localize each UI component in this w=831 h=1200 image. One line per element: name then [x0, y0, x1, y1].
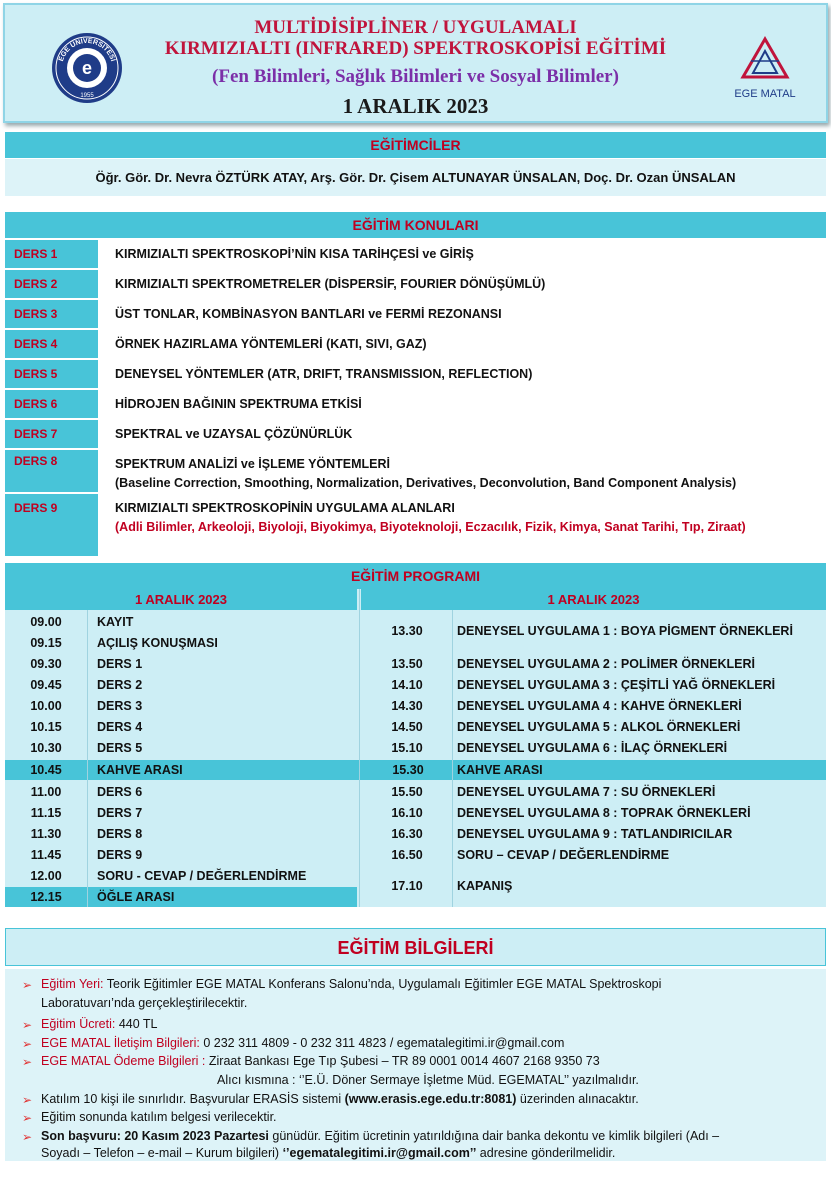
schedule-row: 14.30 DENEYSEL UYGULAMA 4 : KAHVE ÖRNEKLERİ [391, 699, 742, 713]
ege-matal-logo [731, 31, 799, 105]
info-title: EĞİTİM BİLGİLERİ [5, 928, 826, 966]
arrow-bullet-icon: ➢ [22, 1055, 33, 1069]
schedule-row: 13.50 DENEYSEL UYGULAMA 2 : POLİMER ÖRNEKLERİ [391, 657, 755, 671]
topic-text: SPEKTRUM ANALİZİ ve İŞLEME YÖNTEMLERİ [115, 457, 391, 471]
topic-row [5, 240, 826, 270]
schedule-row: 11.15 DERS 7 [30, 806, 143, 820]
svg-text:EGE ÜNİVERSİTESİ: EGE ÜNİVERSİTESİ [57, 37, 117, 63]
schedule-row: 17.10 KAPANIŞ [391, 879, 513, 893]
schedule-left-date: 1 ARALIK 2023 [5, 589, 357, 610]
schedule-right-date: 1 ARALIK 2023 [361, 589, 826, 610]
info-certificate: Eğitim sonunda katılım belgesi verilecektir. [41, 1110, 277, 1124]
schedule-row: 15.10 DENEYSEL UYGULAMA 6 : İLAÇ ÖRNEKLERİ [391, 741, 728, 755]
info-limit: Katılım 10 kişi ile sınırlıdır. Başvurular ERASİS sistemi (www.erasis.ege.edu.tr:8081) üzerinden alınacaktır. [41, 1092, 639, 1106]
schedule-row-break: 10.45 KAHVE ARASI 15.30 KAHVE ARASI [5, 760, 826, 780]
arrow-bullet-icon: ➢ [22, 1018, 33, 1032]
schedule-row: 09.00 KAYIT [30, 615, 134, 629]
header-banner [3, 3, 828, 123]
topic-label: DERS 1 [5, 240, 98, 268]
info-contact: EGE MATAL İletişim Bilgileri: 0 232 311 4809 - 0 232 311 4823 / egematalegitimi.ir@gmail.com [41, 1036, 565, 1050]
topic-row [5, 270, 826, 300]
header-date: 1 ARALIK 2023 [342, 94, 489, 118]
schedule-row: 16.10 DENEYSEL UYGULAMA 8 : TOPRAK ÖRNEKLERİ [391, 806, 751, 820]
topic-text: DENEYSEL YÖNTEMLER (ATR, DRIFT, TRANSMISSION, REFLECTION) [115, 367, 533, 381]
arrow-bullet-icon: ➢ [22, 1111, 33, 1125]
arrow-bullet-icon: ➢ [22, 1037, 33, 1051]
topic-row [5, 360, 826, 390]
schedule-row: 14.10 DENEYSEL UYGULAMA 3 : ÇEŞİTLİ YAĞ ÖRNEKLERİ [391, 678, 776, 692]
topic-row [5, 330, 826, 360]
topic-text: HİDROJEN BAĞININ SPEKTRUMA ETKİSİ [115, 397, 362, 411]
info-place: Eğitim Yeri: Teorik Eğitimler EGE MATAL Konferans Salonu’nda, Uygulamalı Eğitimler EGE MATAL Spektroskopi [41, 977, 662, 991]
topics-title: EĞİTİM KONULARI [5, 212, 826, 238]
info-deadline-cont: Soyadı – Telefon – e-mail – Kurum bilgileri) ‘’egematalegitimi.ir@gmail.com’’ adresine gönderilmelidir. [41, 1146, 616, 1160]
header-title-line1: MULTİDİSİPLİNER / UYGULAMALI [254, 17, 577, 38]
topic-label: DERS 9 [5, 494, 98, 556]
svg-text:EGE MATAL: EGE MATAL [734, 88, 796, 100]
schedule-row: 09.30 DERS 1 [30, 657, 143, 671]
schedule-row: 13.30 DENEYSEL UYGULAMA 1 : BOYA PİGMENT ÖRNEKLERİ [391, 624, 793, 638]
header-title-line2: KIRMIZIALTI (INFRARED) SPEKTROSKOPİSİ EĞİTİMİ [164, 38, 667, 59]
topic-row [5, 390, 826, 420]
topic-label: DERS 4 [5, 330, 98, 358]
info-place-cont: Laboratuvarı’nda gerçekleştirilecektir. [41, 996, 248, 1010]
topic-subtext: (Adli Bilimler, Arkeoloji, Biyoloji, Biyokimya, Biyoteknoloji, Eczacılık, Fizik, Kimya, Sanat Tarihi, Tıp, Ziraat) [115, 520, 746, 534]
topic-label: DERS 8 [5, 450, 98, 492]
topic-row [5, 300, 826, 330]
header-subtitle: (Fen Bilimleri, Sağlık Bilimleri ve Sosyal Bilimler) [212, 66, 619, 87]
schedule-row: 14.50 DENEYSEL UYGULAMA 5 : ALKOL ÖRNEKLERİ [391, 720, 741, 734]
arrow-bullet-icon: ➢ [22, 978, 33, 992]
schedule-row: 10.30 DERS 5 [30, 741, 143, 755]
topic-row [5, 494, 826, 556]
topic-subtext: (Baseline Correction, Smoothing, Normalization, Derivatives, Deconvolution, Band Component Analysis) [115, 476, 737, 490]
topic-text: SPEKTRAL ve UZAYSAL ÇÖZÜNÜRLÜK [115, 427, 353, 441]
topic-label: DERS 2 [5, 270, 98, 298]
schedule-row-break: 12.15 ÖĞLE ARASI [5, 887, 357, 907]
schedule-row: 16.50 SORU – CEVAP / DEĞERLENDİRME [391, 848, 670, 862]
svg-text:1955: 1955 [80, 93, 94, 99]
info-deadline: Son başvuru: 20 Kasım 2023 Pazartesi günüdür. Eğitim ücretinin yatırıldığına dair banka dekontu ve kimlik bilgileri (Adı – [41, 1129, 720, 1143]
schedule-row: 11.45 DERS 9 [30, 848, 143, 862]
topic-text: KIRMIZIALTI SPEKTROSKOPİNİN UYGULAMA ALANLARI [115, 501, 455, 515]
schedule-row: 10.15 DERS 4 [30, 720, 143, 734]
topic-row [5, 420, 826, 450]
topic-text: KIRMIZIALTI SPEKTROMETRELER (DİSPERSİF, FOURIER DÖNÜŞÜMLÜ) [115, 277, 546, 291]
schedule-row: 12.00 SORU - CEVAP / DEĞERLENDİRME [30, 869, 307, 883]
topic-text: ÜST TONLAR, KOMBİNASYON BANTLARI ve FERMİ REZONANSI [115, 307, 502, 321]
topic-text: KIRMIZIALTI SPEKTROSKOPİ’NİN KISA TARİHÇESİ ve GİRİŞ [115, 247, 474, 261]
topic-label: DERS 3 [5, 300, 98, 328]
info-payment-cont: Alıcı kısmına : ‘’E.Ü. Döner Sermaye İşletme Müd. EGEMATAL’’ yazılmalıdır. [217, 1073, 639, 1087]
info-payment: EGE MATAL Ödeme Bilgileri : Ziraat Bankası Ege Tıp Şubesi – TR 89 0001 0014 4607 2168 9350 73 [41, 1054, 600, 1068]
info-panel [5, 969, 826, 1161]
topic-label: DERS 7 [5, 420, 98, 448]
schedule-row: 09.45 DERS 2 [30, 678, 143, 692]
topic-text: ÖRNEK HAZIRLAMA YÖNTEMLERİ (KATI, SIVI, GAZ) [115, 337, 427, 351]
arrow-bullet-icon: ➢ [22, 1130, 33, 1144]
schedule-row: 09.15 AÇILIŞ KONUŞMASI [30, 636, 218, 650]
schedule-row: 11.30 DERS 8 [30, 827, 143, 841]
svg-text:e: e [81, 58, 93, 78]
schedule-row: 15.50 DENEYSEL UYGULAMA 7 : SU ÖRNEKLERİ [391, 785, 716, 799]
trainers-names: Öğr. Gör. Dr. Nevra ÖZTÜRK ATAY, Arş. Gör. Dr. Çisem ALTUNAYAR ÜNSALAN, Doç. Dr. Ozan ÜNSALAN [5, 159, 826, 196]
topic-label: DERS 6 [5, 390, 98, 418]
topic-label: DERS 5 [5, 360, 98, 388]
trainers-title: EĞİTİMCİLER [5, 132, 826, 158]
arrow-bullet-icon: ➢ [22, 1093, 33, 1107]
program-title: EĞİTİM PROGRAMI [5, 563, 826, 589]
schedule-row: 11.00 DERS 6 [30, 785, 143, 799]
schedule-row: 16.30 DENEYSEL UYGULAMA 9 : TATLANDIRICILAR [391, 827, 733, 841]
topic-row [5, 450, 826, 494]
info-fee: Eğitim Ücreti: 440 TL [41, 1017, 158, 1031]
schedule-row: 10.00 DERS 3 [30, 699, 143, 713]
